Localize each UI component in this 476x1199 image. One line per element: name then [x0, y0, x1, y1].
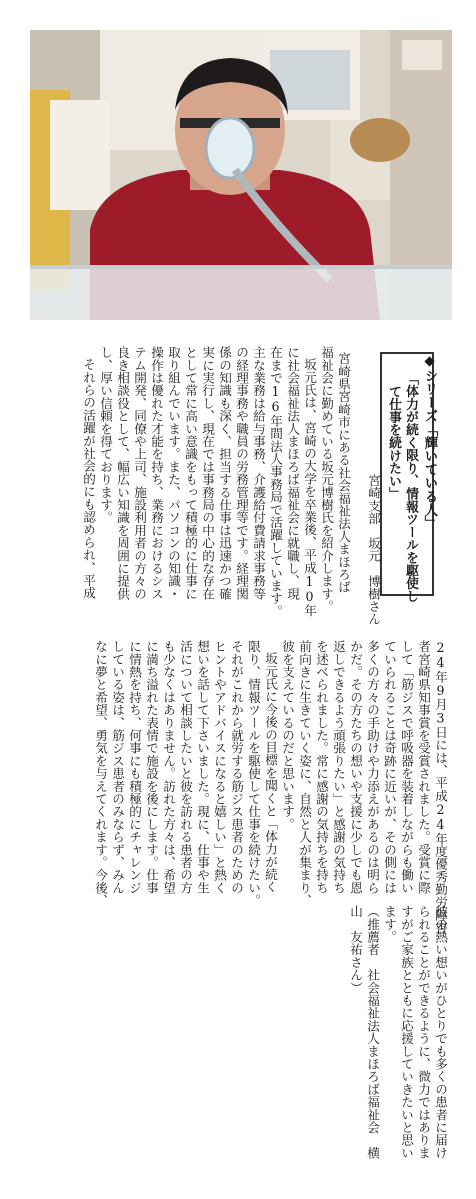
body-text-line: 取り組んでいます。また、パソコンの知識・	[166, 346, 181, 600]
body-text-line: 活について相談したいと彼を訪れる患者の方	[178, 640, 193, 894]
series-label: ◆シリーズ「輝いている人」	[422, 354, 437, 530]
body-text-line: 彼を支えているのだと思います。	[280, 640, 295, 831]
article-byline: 宮崎支部 坂元 博樹さん	[366, 474, 381, 626]
body-text-line: 彼の熱い想いがひとりでも多くの患者に届け	[433, 905, 448, 1159]
portrait-photo	[30, 30, 452, 320]
body-text-line: 在まで16年間法人事務局で活躍しています。	[268, 346, 283, 618]
body-text-line: 坂元氏に今後の目標を聞くと「体力が続く	[263, 652, 278, 894]
body-text-line: 者宮崎県知事賞を受賞されました。受賞に際	[416, 640, 431, 894]
body-text-line: として常に高い意識をもって積極的に仕事に	[183, 346, 198, 600]
body-text-line: も少なくはありません。訪れた方々は、希望	[161, 640, 176, 894]
body-text-line: それらの活躍が社会的にも認められ、平成	[81, 358, 96, 600]
body-text-line: の経理事務や職員の労務管理等です。経理関	[234, 346, 249, 600]
body-text-line: 主な業務は給与事務、介護給付費請求事務等	[251, 346, 266, 600]
body-text-line: 前向きに生きていく姿に、自然と人が集まり、	[297, 640, 312, 907]
recommender-credit-cont: 山 友祐さん）	[348, 905, 363, 994]
body-text-line: 想いを話して下さいました。現に、仕事や生	[195, 640, 210, 894]
body-text-line: して「筋ジスで呼吸器を装着しながらも働い	[399, 640, 414, 894]
body-text-line: し、厚い信頼を得ております。	[98, 346, 113, 524]
body-text-line: 24年9月3日には、平成24年度優秀勤労障害	[433, 640, 448, 934]
body-text-line: に満ち溢れた表情で施設を後にします。仕事	[144, 640, 159, 894]
article-title-line-1: 「体力が続く限り、情報ツールを駆使し	[403, 372, 418, 603]
body-text-line: 係の知識も深く、担当する仕事は迅速かつ確	[217, 346, 232, 600]
body-text-line: 多くの方々の手助けや力添えがあるのは明ら	[365, 640, 380, 894]
body-text-line: ます。	[382, 905, 397, 944]
body-text-line: 宮崎県宮崎市にある社会福祉法人まほろば	[336, 352, 351, 594]
body-text-line: 坂元氏は、宮崎の大学を卒業後、平成10年	[302, 358, 317, 617]
body-text-line: に情熱を持ち、何事にも積極的にチャレンジ	[127, 640, 142, 894]
body-text-line: ヒントやアドバイスになると嬉しい」と熱く	[212, 640, 227, 894]
body-text-line: に社会福祉法人まほろば福祉会に就職し、現	[285, 346, 300, 600]
body-text-line: 返しできるよう頑張りたい」と感謝の気持ち	[331, 640, 346, 894]
body-text-line: それがこれから就労する筋ジス患者のための	[229, 640, 244, 894]
body-text-line: テム開発、同僚や上司、施設利用者の方々の	[132, 346, 147, 600]
body-text-line: 良き相談役として、幅広い知識を周囲に提供	[115, 346, 130, 600]
body-text-line: 操作は優れた才能を持ち、業務におけるシス	[149, 346, 164, 600]
body-text-line: している姿は、筋ジス患者のみならず、みん	[110, 640, 125, 894]
body-text-line: を述べられました。常に感謝の気持ちを持ち	[314, 640, 329, 894]
body-text-line: すがご家族とともに応援していきたいと思い	[399, 905, 414, 1159]
recommender-credit: （推薦者 社会福祉法人まほろば福祉会 横	[365, 905, 380, 1159]
body-text-line: 福祉会に勤めている坂元博樹氏を紹介します。	[319, 346, 334, 613]
body-text-line: かだ。その方たちの想いや支援に少しでも恩	[348, 640, 363, 894]
body-text-line: 実に実行し、現在では事務局の中心的な存在	[200, 346, 215, 600]
article-title-line-2: て仕事を続けたい」	[386, 385, 401, 501]
body-text-line: なに夢と希望、勇気を与えてくれます。今後、	[93, 640, 108, 907]
photo-illustration	[30, 30, 452, 320]
body-text-line: ていられることは奇跡に近いが、その側には	[382, 640, 397, 894]
body-text-line: 限り、情報ツールを駆使して仕事を続けたい。	[246, 640, 261, 907]
body-text-line: られることができるように、微力ではありま	[416, 905, 431, 1159]
